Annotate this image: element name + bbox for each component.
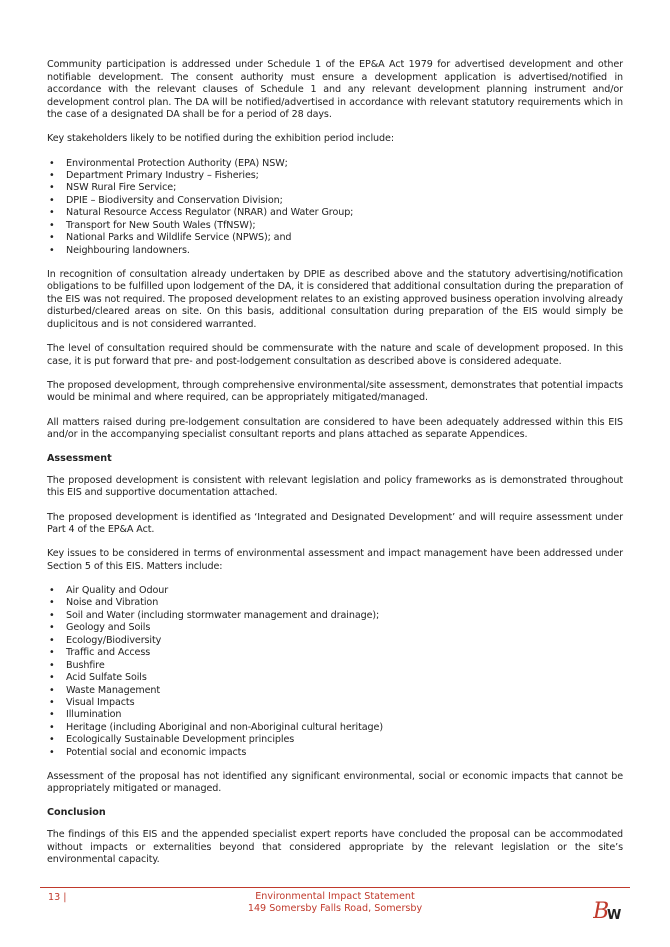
list-item: • Bushfire	[47, 660, 623, 672]
list-item: • Air Quality and Odour	[47, 585, 623, 597]
list-item: • Traffic and Access	[47, 647, 623, 659]
document-body	[47, 59, 623, 878]
list-item: • Geology and Soils	[47, 622, 623, 634]
list-item: • National Parks and Wildlife Service (NPWS); and	[47, 232, 623, 244]
paragraph-community-participation: Community participation is addressed under Schedule 1 of the EP&A Act 1979 for advertised development and other notifiable development. The consent authority must ensure a development application is advertised/notified in accordance with the relevant clauses of Schedule 1 and any relevant development planning instrument and/or development control plan. The DA will be notified/advertised in accordance with relevant statutory requirements which in the case of a designated DA shall be for a period of 28 days.	[47, 59, 623, 121]
paragraph-consistent-legislation: The proposed development is consistent with relevant legislation and policy frameworks as is demonstrated throughout this EIS and supportive documentation attached.	[47, 474, 623, 499]
list-item: • Department Primary Industry – Fisheries;	[47, 170, 623, 182]
list-item: • Neighbouring landowners.	[47, 245, 623, 257]
list-item: • Ecologically Sustainable Development principles	[47, 734, 623, 746]
footer-title: Environmental Impact Statement	[255, 891, 415, 902]
stakeholder-list	[47, 158, 623, 258]
list-item: • Natural Resource Access Regulator (NRAR) and Water Group;	[47, 207, 623, 219]
list-item: • Soil and Water (including stormwater management and drainage);	[47, 610, 623, 622]
heading-assessment: Assessment	[47, 453, 112, 465]
paragraph-proposed-development: The proposed development, through comprehensive environmental/site assessment, demonstrates that potential impacts would be minimal and where required, can be appropriately mitigated/managed.	[47, 379, 623, 404]
list-item: • Acid Sulfate Soils	[47, 672, 623, 684]
page-footer	[40, 887, 630, 927]
paragraph-matters-raised: All matters raised during pre-lodgement consultation are considered to have been adequately addressed within this EIS and/or in the accompanying specialist consultant reports and plans attached as separate Appendices.	[47, 416, 623, 441]
logo-letter-b: B	[593, 899, 610, 923]
paragraph-key-issues: Key issues to be considered in terms of environmental assessment and impact management have been addressed under Section 5 of this EIS. Matters include:	[47, 548, 623, 572]
paragraph-conclusion: The findings of this EIS and the appended specialist expert reports have concluded the proposal can be accommodated without impacts or externalities beyond that considered appropriate by the relevant legislation or the site’s environmental capacity.	[47, 829, 623, 866]
paragraph-assessment-summary: Assessment of the proposal has not identified any significant environmental, social or economic impacts that cannot be appropriately mitigated or managed.	[47, 770, 623, 795]
paragraph-key-stakeholders: Key stakeholders likely to be notified during the exhibition period include:	[47, 133, 394, 145]
list-item: • Waste Management	[47, 685, 623, 697]
paragraph-consultation-recognition: In recognition of consultation already undertaken by DPIE as described above and the statutory advertising/notification obligations to be fulfilled upon lodgement of the DA, it is considered that additional consultation during the preparation of the EIS was not required. The proposed development relates to an existing approved business operation involving already disturbed/cleared areas on site. On this basis, additional consultation during preparation of the EIS would simply be duplicitous and is not considered warranted.	[47, 268, 623, 331]
paragraph-consultation-level: The level of consultation required should be commensurate with the nature and scale of development proposed. In this case, it is put forward that pre- and post-lodgement consultation as described above is considered adequate.	[47, 343, 623, 367]
list-item: • Environmental Protection Authority (EPA) NSW;	[47, 158, 623, 170]
footer-title-block	[40, 891, 630, 914]
footer-divider	[40, 887, 630, 888]
list-item: • Visual Impacts	[47, 697, 623, 709]
list-item: • Illumination	[47, 709, 623, 721]
logo-letter-w: W	[607, 908, 622, 923]
issues-list	[47, 585, 623, 759]
list-item: • Potential social and economic impacts	[47, 747, 623, 759]
heading-conclusion: Conclusion	[47, 807, 106, 819]
list-item: • Transport for New South Wales (TfNSW);	[47, 220, 623, 232]
page-number: 13 |	[48, 892, 67, 903]
list-item: • Noise and Vibration	[47, 597, 623, 609]
company-logo	[593, 897, 623, 923]
list-item: • DPIE – Biodiversity and Conservation Division;	[47, 195, 623, 207]
list-item: • Heritage (including Aboriginal and non-Aboriginal cultural heritage)	[47, 722, 623, 734]
paragraph-integrated-designated: The proposed development is identified as ‘Integrated and Designated Development’ and will require assessment under Part 4 of the EP&A Act.	[47, 511, 623, 536]
list-item: • Ecology/Biodiversity	[47, 635, 623, 647]
footer-address: 149 Somersby Falls Road, Somersby	[247, 902, 423, 914]
list-item: • NSW Rural Fire Service;	[47, 182, 623, 194]
